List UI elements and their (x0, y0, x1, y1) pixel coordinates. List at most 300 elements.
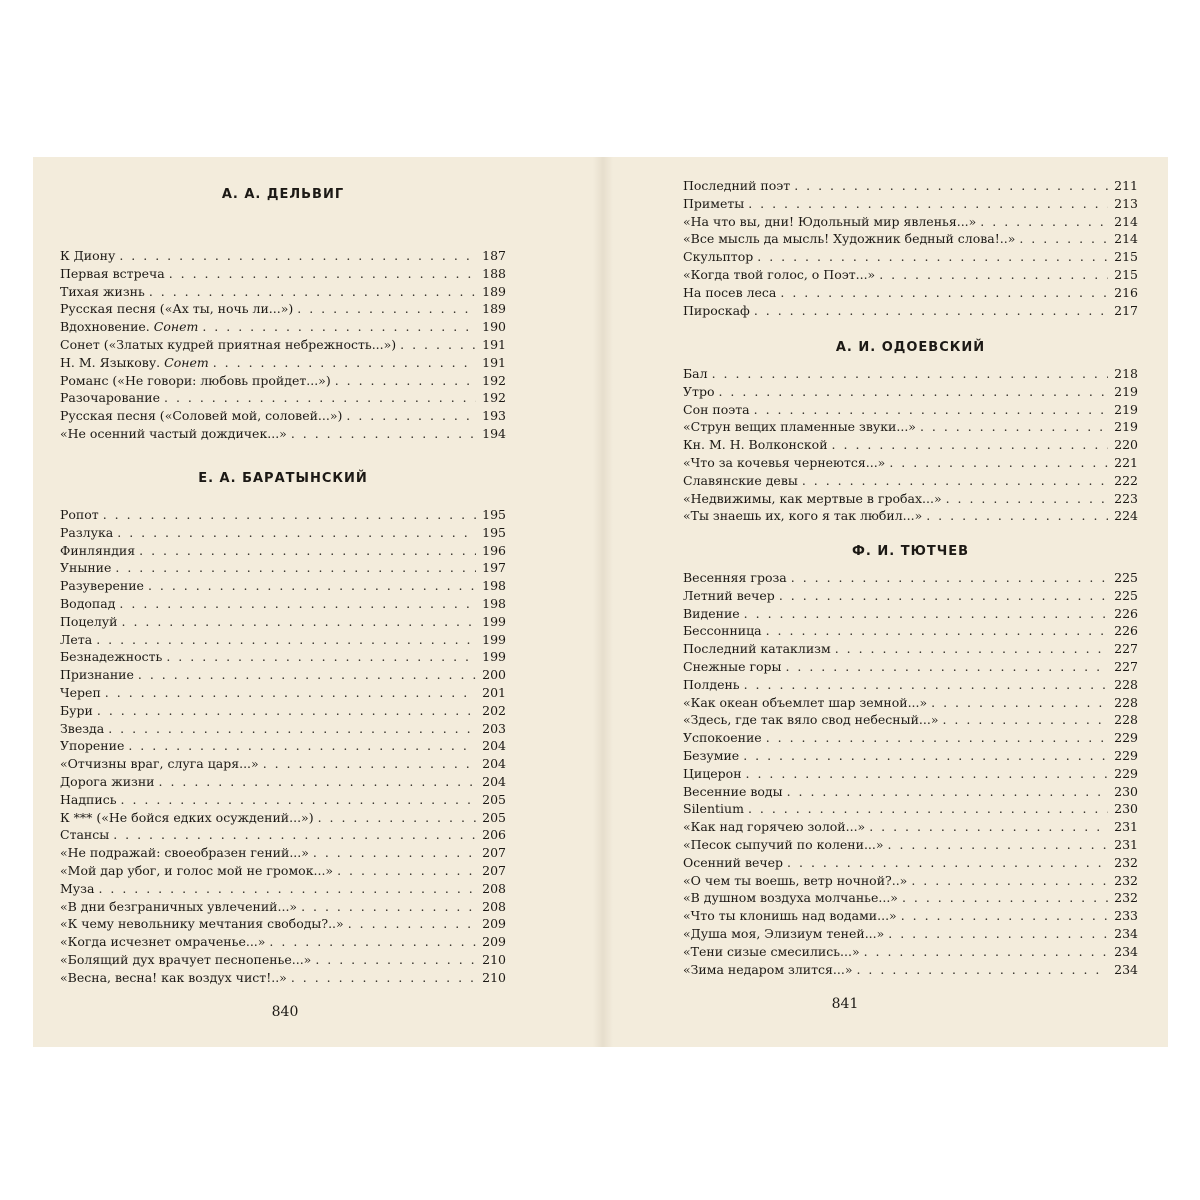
toc-entry-page: 219 (1114, 419, 1138, 435)
toc-entry-title: «Как над горячею золой...» (683, 819, 866, 835)
section-delvig (60, 184, 506, 443)
toc-entry (683, 230, 1138, 248)
toc-entry-page: 190 (482, 319, 506, 335)
toc-entry (60, 524, 506, 542)
dot-leader (291, 969, 476, 987)
dot-leader (202, 318, 476, 336)
dot-leader (337, 862, 476, 880)
dot-leader (832, 436, 1108, 454)
dot-leader (879, 266, 1108, 284)
toc-entry (60, 542, 506, 560)
toc-entry (683, 454, 1138, 472)
dot-leader (743, 747, 1108, 765)
section-baratynsky (60, 468, 506, 987)
section-heading: Е. А. БАРАТЫНСКИЙ (198, 471, 368, 486)
left-page (33, 157, 603, 1047)
toc-entry (60, 880, 506, 898)
toc-entry (683, 284, 1138, 302)
toc-entry-title: «Не осенний частый дождичек...» (60, 425, 287, 441)
toc-entry-title: «Весна, весна! как воздух чист!..» (60, 969, 287, 985)
dot-leader (889, 454, 1108, 472)
dot-leader (766, 729, 1108, 747)
toc-entry (60, 631, 506, 649)
toc-entry (60, 915, 506, 933)
toc-entry-title: Бал (683, 366, 708, 381)
section-heading: А. И. ОДОЕВСКИЙ (835, 340, 986, 355)
toc-entry (683, 836, 1138, 854)
toc-entry-page: 214 (1114, 231, 1138, 247)
toc-entry-title: Пироскаф (683, 302, 750, 318)
toc-entry-title: Муза (60, 880, 95, 896)
dot-leader (911, 872, 1108, 890)
dot-leader (97, 702, 476, 720)
toc-entry-page: 202 (482, 702, 506, 718)
toc-entry-page: 201 (482, 684, 506, 700)
toc-entry-title: Поцелуй (60, 613, 118, 629)
dot-leader (754, 401, 1108, 419)
toc-entry-page: 214 (1114, 213, 1138, 229)
book-spread (33, 157, 1168, 1047)
toc-entry-title: «Болящий дух врачует песнопенье...» (60, 951, 312, 967)
toc-entry-title: Славянские девы (683, 472, 798, 488)
toc-entry (683, 195, 1138, 213)
toc-entry-page: 231 (1114, 819, 1138, 835)
toc-entry-page: 232 (1114, 890, 1138, 906)
toc-entry-page: 226 (1114, 605, 1138, 621)
toc-entry-title: Стансы (60, 827, 110, 843)
toc-entry (60, 791, 506, 809)
toc-entry-page: 234 (1114, 943, 1138, 959)
dot-leader (122, 613, 477, 631)
toc-entry-page: 228 (1114, 676, 1138, 692)
toc-entry-page: 232 (1114, 854, 1138, 870)
toc-entry-title: Романс («Не говори: любовь пройдет...») (60, 372, 331, 388)
toc-entry-title: «Душа моя, Элизиум теней...» (683, 925, 885, 941)
dot-leader (164, 389, 476, 407)
toc-entry-page: 209 (482, 916, 506, 932)
toc-entry-page: 187 (482, 248, 506, 263)
toc-entry-genre: Сонет (164, 354, 209, 370)
toc-entry-page: 209 (482, 934, 506, 950)
toc-entry-page: 207 (482, 862, 506, 878)
toc-entry-title: «В дни безграничных увлечений...» (60, 898, 298, 914)
toc-entry-title: Уныние (60, 560, 112, 576)
toc-entry-page: 215 (1114, 249, 1138, 265)
dot-leader (926, 507, 1108, 525)
toc-entry (60, 773, 506, 791)
toc-entry (683, 490, 1138, 508)
dot-leader (757, 248, 1108, 266)
toc-entry-page: 221 (1114, 454, 1138, 470)
toc-entry-title: «К чему невольнику мечтания свободы?..» (60, 916, 344, 932)
toc-entry-title: Успокоение (683, 730, 762, 746)
toc-entry (60, 737, 506, 755)
toc-entry (683, 640, 1138, 658)
toc-entry (683, 889, 1138, 907)
toc-entry-title: Silentium (683, 801, 744, 817)
toc-entry-page: 231 (1114, 836, 1138, 852)
toc-entry-title: Водопад (60, 595, 116, 611)
toc-entry (683, 605, 1138, 623)
dot-leader (96, 631, 476, 649)
dot-leader (269, 933, 476, 951)
toc-entry-title: «Здесь, где так вяло свод небесный...» (683, 712, 939, 728)
toc-entry-page: 211 (1114, 178, 1138, 193)
dot-leader (115, 559, 476, 577)
toc-entry-page: 208 (482, 880, 506, 896)
dot-leader (787, 783, 1108, 801)
toc-entry (60, 648, 506, 666)
toc-entry-title: Первая встреча (60, 265, 165, 281)
toc-entry (683, 711, 1138, 729)
toc-entry (683, 783, 1138, 801)
toc-entry-title: Разуверение (60, 578, 144, 594)
toc-entry-title: «Недвижимы, как мертвые в гробах...» (683, 490, 942, 506)
toc-entry-page: 210 (482, 969, 506, 985)
toc-entry-page: 192 (482, 390, 506, 406)
right-page (603, 157, 1168, 1047)
toc-entry-page: 195 (482, 524, 506, 540)
toc-entry (60, 577, 506, 595)
toc-entry (683, 872, 1138, 890)
toc-entry-title: Снежные горы (683, 658, 782, 674)
toc-entry-title: «Зима недаром злится...» (683, 961, 853, 977)
toc-entry (60, 300, 506, 318)
toc-entry-title: «Когда исчезнет омраченье...» (60, 934, 266, 950)
toc-entry-title: К Диону (60, 248, 116, 263)
toc-entry-title: Надпись (60, 791, 117, 807)
dot-leader (746, 765, 1108, 783)
toc-entry-page: 199 (482, 649, 506, 665)
toc-entry-page: 204 (482, 738, 506, 754)
toc-entry (60, 407, 506, 425)
section-baratynsky-continued (683, 177, 1138, 319)
toc-entry (683, 365, 1138, 383)
toc-entry (60, 844, 506, 862)
dot-leader (348, 915, 476, 933)
toc-entry-page: 210 (482, 951, 506, 967)
dot-leader (902, 889, 1108, 907)
dot-leader (901, 907, 1108, 925)
toc-entry-title: Осенний вечер (683, 854, 784, 870)
dot-leader (297, 300, 476, 318)
toc-entry (60, 336, 506, 354)
toc-entry-title: Бури (60, 702, 93, 718)
toc-entry (60, 283, 506, 301)
toc-entry (683, 729, 1138, 747)
dot-leader (787, 854, 1108, 872)
toc-entry-page: 192 (482, 372, 506, 388)
toc-entry (683, 383, 1138, 401)
dot-leader (113, 826, 476, 844)
toc-entry-title: «Отчизны враг, слуга царя...» (60, 756, 259, 772)
dot-leader (108, 720, 476, 738)
toc-entry (60, 702, 506, 720)
dot-leader (263, 755, 476, 773)
dot-leader (121, 791, 476, 809)
toc-entry-title: Весенние воды (683, 783, 783, 799)
toc-entry-title: Финляндия (60, 542, 136, 558)
dot-leader (335, 372, 476, 390)
toc-entry-page: 215 (1114, 266, 1138, 282)
dot-leader (301, 898, 476, 916)
toc-entry-title: «Мой дар убог, и голос мой не громок...» (60, 862, 334, 878)
dot-leader (718, 383, 1108, 401)
toc-entry (60, 372, 506, 390)
dot-leader (103, 506, 476, 524)
toc-entry-title: Последний поэт (683, 178, 791, 193)
toc-entry (683, 658, 1138, 676)
toc-entry (60, 613, 506, 631)
toc-entry-page: 228 (1114, 712, 1138, 728)
dot-leader (785, 658, 1108, 676)
toc-entry (683, 177, 1138, 195)
toc-entry-page: 189 (482, 301, 506, 317)
toc-entry (60, 684, 506, 702)
dot-leader (931, 694, 1108, 712)
toc-entry-page: 199 (482, 631, 506, 647)
dot-leader (315, 951, 476, 969)
toc-entry-page: 219 (1114, 383, 1138, 399)
toc-entry (60, 755, 506, 773)
toc-entry-page: 219 (1114, 401, 1138, 417)
toc-entry-title: Утро (683, 383, 715, 399)
toc-entry (683, 418, 1138, 436)
toc-entry-title: Лета (60, 631, 93, 647)
dot-leader (864, 943, 1108, 961)
toc-entry-page: 229 (1114, 730, 1138, 746)
toc-entry (683, 676, 1138, 694)
dot-leader (754, 302, 1108, 320)
toc-entry (60, 318, 506, 336)
toc-entry (683, 818, 1138, 836)
toc-entry (683, 943, 1138, 961)
toc-entry (60, 559, 506, 577)
toc-entry-page: 227 (1114, 641, 1138, 657)
dot-leader (946, 490, 1108, 508)
toc-entry-page: 191 (482, 336, 506, 352)
dot-leader (869, 818, 1108, 836)
toc-entry-title: «О чем ты воешь, ветр ночной?..» (683, 872, 908, 888)
toc-entry-title: «В душном воздуха молчанье...» (683, 890, 898, 906)
toc-entry-page: 194 (482, 425, 506, 441)
toc-entry-page: 206 (482, 827, 506, 843)
toc-entry-page: 232 (1114, 872, 1138, 888)
toc-entry-page: 195 (482, 507, 506, 522)
toc-entry-page: 225 (1114, 587, 1138, 603)
dot-leader (400, 336, 476, 354)
toc-entry-title: «Тени сизые смесились...» (683, 943, 860, 959)
toc-entry (683, 961, 1138, 979)
toc-entry-page: 233 (1114, 908, 1138, 924)
dot-leader (318, 809, 476, 827)
toc-entry (683, 694, 1138, 712)
dot-leader (119, 595, 476, 613)
toc-entry (60, 247, 506, 265)
toc-entry (60, 862, 506, 880)
section-heading: А. А. ДЕЛЬВИГ (221, 187, 345, 202)
dot-leader (748, 800, 1108, 818)
dot-leader (138, 666, 476, 684)
toc-entry-title: Летний вечер (683, 587, 775, 603)
toc-entry (683, 854, 1138, 872)
dot-leader (856, 961, 1108, 979)
toc-entry-title: «Все мысль да мысль! Художник бедный слова!..» (683, 231, 1016, 247)
toc-entry (60, 506, 506, 524)
toc-entry-title: Тихая жизнь (60, 283, 145, 299)
toc-entry-title: Безумие (683, 747, 740, 763)
toc-entry-title: Звезда (60, 720, 105, 736)
dot-leader (779, 587, 1108, 605)
dot-leader (802, 472, 1108, 490)
toc-entry-page: 234 (1114, 961, 1138, 977)
dot-leader (888, 925, 1108, 943)
toc-entry-page: 230 (1114, 801, 1138, 817)
toc-entry-page: 229 (1114, 747, 1138, 763)
toc-entry-title: Русская песня («Соловей мой, соловей...») (60, 408, 343, 424)
toc-entry-title: Видение (683, 605, 740, 621)
toc-entry-page: 196 (482, 542, 506, 558)
toc-list (60, 247, 506, 443)
toc-entry-page: 223 (1114, 490, 1138, 506)
dot-leader (780, 284, 1108, 302)
toc-entry-page: 222 (1114, 472, 1138, 488)
toc-entry-title: Череп (60, 684, 101, 700)
toc-entry-page: 205 (482, 791, 506, 807)
toc-list (683, 177, 1138, 319)
dot-leader (748, 195, 1108, 213)
toc-entry-page: 198 (482, 578, 506, 594)
toc-entry-page: 208 (482, 898, 506, 914)
dot-leader (149, 283, 476, 301)
page-number: 841 (831, 996, 859, 1012)
dot-leader (213, 354, 476, 372)
toc-entry-title: Признание (60, 667, 134, 683)
toc-entry (60, 898, 506, 916)
toc-entry (683, 800, 1138, 818)
toc-entry-title: Последний катаклизм (683, 641, 831, 657)
dot-leader (313, 844, 476, 862)
toc-entry-title: Упорение (60, 738, 125, 754)
dot-leader (794, 177, 1108, 195)
toc-entry (683, 266, 1138, 284)
toc-entry-page: 205 (482, 809, 506, 825)
dot-leader (98, 880, 476, 898)
toc-entry (683, 507, 1138, 525)
dot-leader (980, 213, 1108, 231)
toc-entry-title: «Ты знаешь их, кого я так любил...» (683, 508, 923, 524)
dot-leader (888, 836, 1108, 854)
dot-leader (744, 605, 1108, 623)
toc-entry-page: 199 (482, 613, 506, 629)
toc-entry (60, 826, 506, 844)
toc-entry-title: Весенняя гроза (683, 570, 787, 585)
dot-leader (159, 773, 476, 791)
toc-entry-page: 200 (482, 667, 506, 683)
dot-leader (942, 711, 1108, 729)
toc-entry (683, 436, 1138, 454)
toc-list (683, 569, 1138, 978)
dot-leader (791, 569, 1108, 587)
dot-leader (835, 640, 1108, 658)
toc-entry-title: Сонет («Златых кудрей приятная небрежность...») (60, 336, 397, 352)
dot-leader (920, 418, 1108, 436)
toc-entry-page: 213 (1114, 195, 1138, 211)
toc-entry-page: 204 (482, 773, 506, 789)
dot-leader (117, 524, 476, 542)
toc-entry (683, 401, 1138, 419)
toc-entry (683, 587, 1138, 605)
toc-entry-title: Приметы (683, 195, 745, 211)
section-heading: Ф. И. ТЮТЧЕВ (852, 544, 969, 559)
toc-entry-page: 220 (1114, 437, 1138, 453)
toc-entry-title: «Песок сыпучий по колени...» (683, 836, 884, 852)
toc-entry-page: 197 (482, 560, 506, 576)
toc-entry (683, 213, 1138, 231)
toc-entry-title: Бессонница (683, 623, 762, 639)
dot-leader (119, 247, 476, 265)
toc-entry (683, 302, 1138, 320)
toc-entry-title: На посев леса (683, 284, 777, 300)
toc-entry (60, 969, 506, 987)
toc-entry-page: 230 (1114, 783, 1138, 799)
toc-entry-page: 229 (1114, 765, 1138, 781)
toc-entry-title: Вдохновение. Сонет (60, 319, 199, 335)
dot-leader (105, 684, 476, 702)
dot-leader (128, 737, 476, 755)
toc-entry (60, 354, 506, 372)
toc-entry-title: Разлука (60, 524, 114, 540)
toc-entry (683, 765, 1138, 783)
toc-entry (60, 720, 506, 738)
toc-entry-title: Безнадежность (60, 649, 163, 665)
toc-entry-page: 207 (482, 845, 506, 861)
toc-entry-page: 193 (482, 408, 506, 424)
toc-entry-title: Русская песня («Ах ты, ночь ли...») (60, 301, 294, 317)
toc-entry-title: Н. М. Языкову. Сонет (60, 354, 209, 370)
toc-entry (60, 809, 506, 827)
toc-entry-page: 224 (1114, 508, 1138, 524)
dot-leader (712, 365, 1108, 383)
toc-entry-title: «Как океан объемлет шар земной...» (683, 694, 928, 710)
toc-entry-page: 204 (482, 756, 506, 772)
toc-entry-title: «Что за кочевья чернеются...» (683, 454, 886, 470)
toc-entry-title: «Струн вещих пламенные звуки...» (683, 419, 916, 435)
dot-leader (291, 425, 476, 443)
toc-list (60, 506, 506, 987)
toc-entry-title: Дорога жизни (60, 773, 155, 789)
toc-entry (60, 389, 506, 407)
toc-entry-page: 203 (482, 720, 506, 736)
dot-leader (1019, 230, 1108, 248)
toc-list (683, 365, 1138, 525)
toc-entry-page: 218 (1114, 366, 1138, 381)
toc-entry (60, 595, 506, 613)
toc-entry-title: Полдень (683, 676, 740, 692)
dot-leader (166, 648, 476, 666)
dot-leader (346, 407, 476, 425)
dot-leader (139, 542, 476, 560)
toc-entry (683, 622, 1138, 640)
toc-entry-page: 198 (482, 595, 506, 611)
toc-entry (683, 248, 1138, 266)
toc-entry (683, 747, 1138, 765)
dot-leader (148, 577, 476, 595)
toc-entry-title: Кн. М. Н. Волконской (683, 437, 828, 453)
toc-entry-page: 226 (1114, 623, 1138, 639)
toc-entry-page: 189 (482, 283, 506, 299)
toc-entry-title: «Не подражай: своеобразен гений...» (60, 845, 309, 861)
